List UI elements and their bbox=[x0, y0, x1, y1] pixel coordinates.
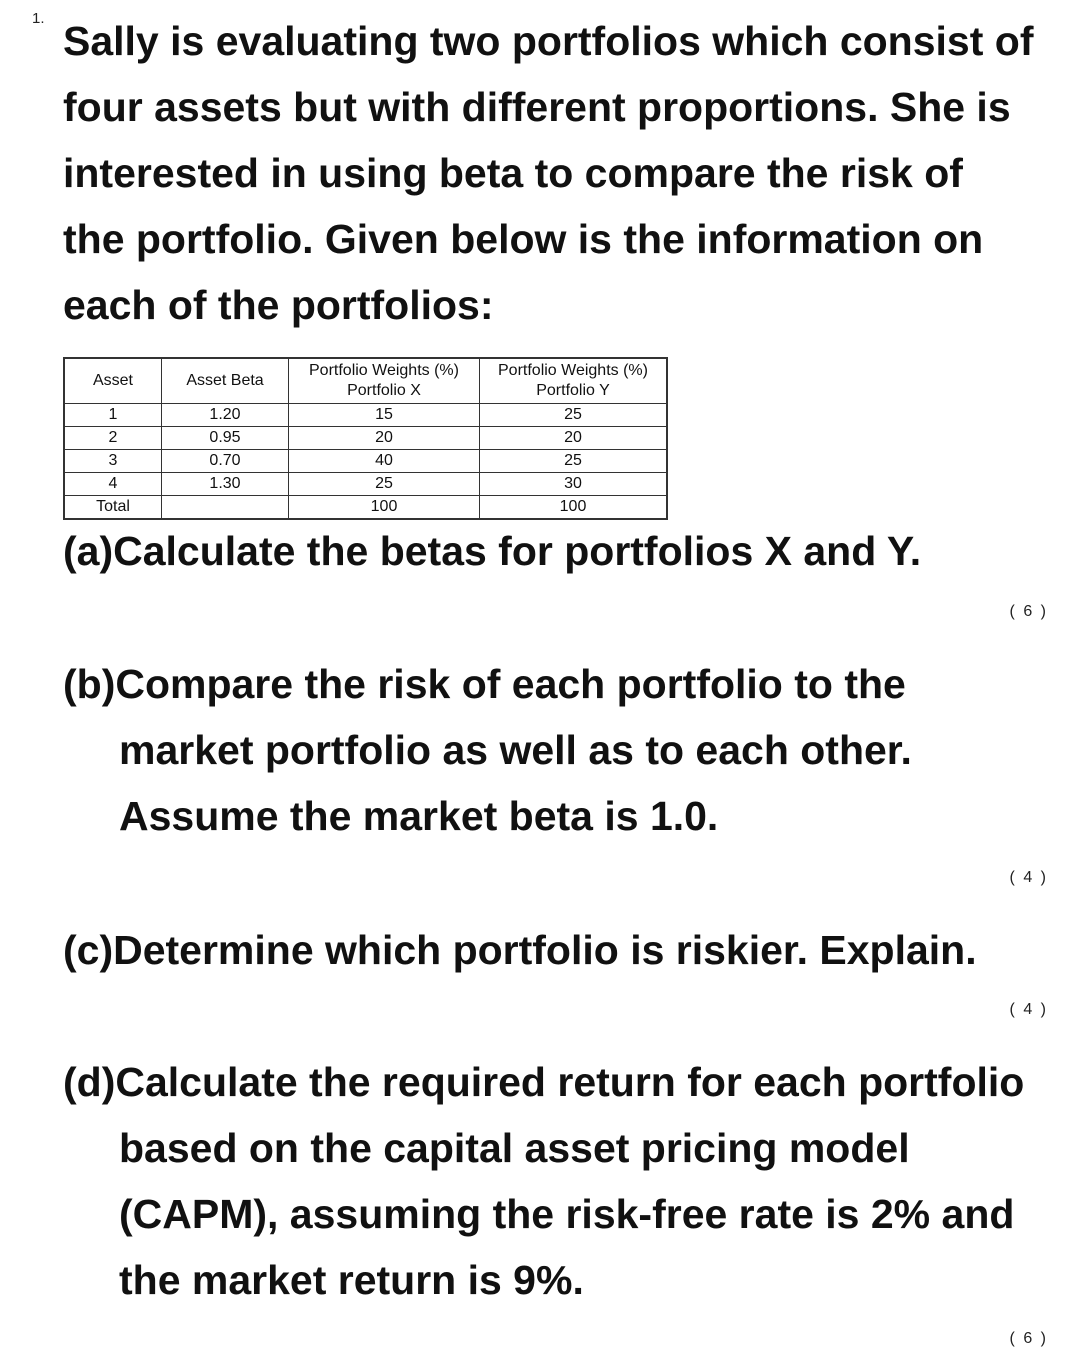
part-a-marks: ( 6 ) bbox=[1009, 603, 1048, 620]
cell-weight-y: 25 bbox=[480, 450, 668, 473]
part-c-line: (c)Determine which portfolio is riskier. Explain. bbox=[63, 927, 977, 973]
part-b-marks: ( 4 ) bbox=[1009, 869, 1048, 886]
part-b bbox=[63, 651, 1063, 849]
part-d bbox=[63, 1049, 1063, 1313]
header-portfolio-y-line1: Portfolio Weights (%) bbox=[498, 362, 648, 379]
cell-total-beta bbox=[162, 496, 289, 520]
portfolio-table bbox=[63, 357, 668, 520]
cell-weight-x: 25 bbox=[289, 473, 480, 496]
table-total-row bbox=[64, 496, 667, 520]
header-portfolio-y bbox=[480, 358, 668, 404]
header-portfolio-y-line2: Portfolio Y bbox=[536, 382, 610, 399]
cell-beta: 0.70 bbox=[162, 450, 289, 473]
cell-weight-x: 20 bbox=[289, 427, 480, 450]
part-c-marks: ( 4 ) bbox=[1009, 1001, 1048, 1018]
part-b-line: Assume the market beta is 1.0. bbox=[119, 793, 719, 839]
cell-total-x: 100 bbox=[289, 496, 480, 520]
part-b-line: market portfolio as well as to each other. bbox=[119, 727, 912, 773]
intro-line: Sally is evaluating two portfolios which consist of bbox=[63, 18, 1034, 64]
header-portfolio-x-line1: Portfolio Weights (%) bbox=[309, 362, 459, 379]
part-a-line: (a)Calculate the betas for portfolios X and Y. bbox=[63, 528, 922, 574]
header-asset-beta: Asset Beta bbox=[162, 358, 289, 404]
cell-weight-x: 15 bbox=[289, 404, 480, 427]
part-d-line: the market return is 9%. bbox=[119, 1257, 584, 1303]
part-a bbox=[63, 518, 1063, 584]
cell-weight-y: 20 bbox=[480, 427, 668, 450]
intro-line: each of the portfolios: bbox=[63, 282, 494, 328]
part-d-line: based on the capital asset pricing model bbox=[119, 1125, 910, 1171]
cell-weight-y: 30 bbox=[480, 473, 668, 496]
cell-weight-y: 25 bbox=[480, 404, 668, 427]
cell-beta: 1.20 bbox=[162, 404, 289, 427]
header-portfolio-x-line2: Portfolio X bbox=[347, 382, 421, 399]
cell-beta: 0.95 bbox=[162, 427, 289, 450]
table-row bbox=[64, 404, 667, 427]
part-d-line: (d)Calculate the required return for each portfolio bbox=[63, 1059, 1025, 1105]
intro-line: four assets but with different proportions. She is bbox=[63, 84, 1011, 130]
cell-beta: 1.30 bbox=[162, 473, 289, 496]
header-asset: Asset bbox=[64, 358, 162, 404]
part-b-line: (b)Compare the risk of each portfolio to the bbox=[63, 661, 906, 707]
cell-asset: 1 bbox=[64, 404, 162, 427]
intro-line: the portfolio. Given below is the information on bbox=[63, 216, 984, 262]
part-c bbox=[63, 917, 1063, 983]
cell-weight-x: 40 bbox=[289, 450, 480, 473]
table-row bbox=[64, 473, 667, 496]
question-number: 1. bbox=[32, 10, 45, 27]
cell-asset: 3 bbox=[64, 450, 162, 473]
part-d-marks: ( 6 ) bbox=[1009, 1330, 1048, 1347]
part-d-line: (CAPM), assuming the risk-free rate is 2% and bbox=[119, 1191, 1015, 1237]
cell-asset: 4 bbox=[64, 473, 162, 496]
question-intro bbox=[63, 8, 1063, 338]
table-header-row bbox=[64, 358, 667, 404]
cell-asset: 2 bbox=[64, 427, 162, 450]
table-row bbox=[64, 427, 667, 450]
table-row bbox=[64, 450, 667, 473]
cell-total-label: Total bbox=[64, 496, 162, 520]
header-portfolio-x bbox=[289, 358, 480, 404]
cell-total-y: 100 bbox=[480, 496, 668, 520]
intro-line: interested in using beta to compare the risk of bbox=[63, 150, 963, 196]
